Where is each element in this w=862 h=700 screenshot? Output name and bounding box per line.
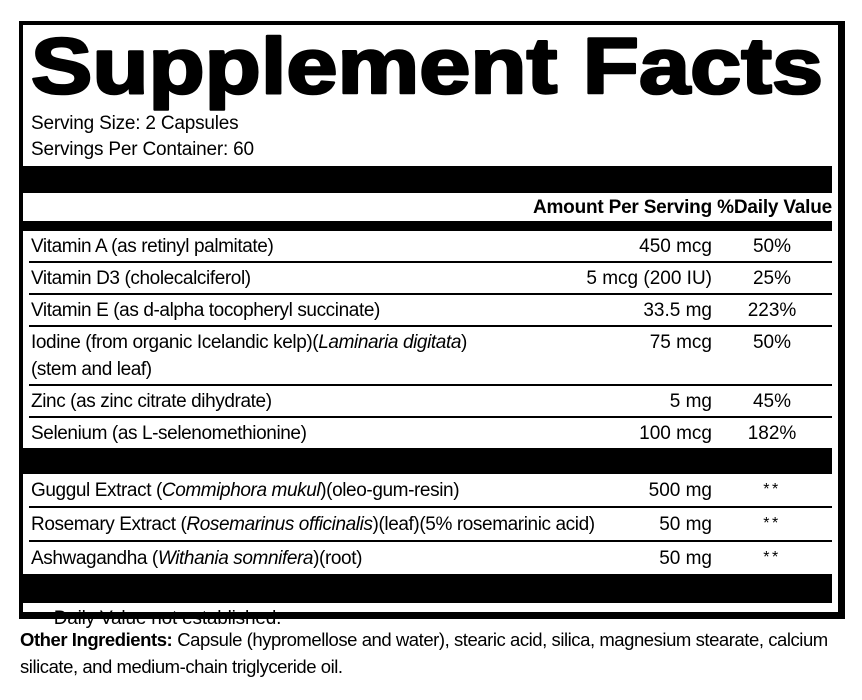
nutrient-name [29,420,639,447]
nutrient-name [29,233,639,260]
nutrient-daily-value-asterisks: ** [763,515,781,532]
table-row-selenium [29,418,832,448]
nutrient-name-text: Ashwagandha ( [31,548,158,569]
table-header [29,193,832,221]
nutrient-latin-name: Laminaria digitata [318,332,462,353]
other-ingredients [20,626,846,680]
panel-title-text: Supplement Facts [31,29,823,110]
table-row-rosemary [29,508,832,542]
nutrient-name-text: Rosemary Extract ( [31,514,187,535]
nutrient-amount: 100 mcg [639,423,712,444]
nutrient-daily-value: 45% [752,391,792,412]
nutrient-amount: 33.5 mg [643,300,712,321]
nutrient-name [29,388,670,415]
divider-bar-top [23,166,832,193]
nutrient-name-text: Zinc (as zinc citrate dihydrate) [31,391,272,412]
footnote-asterisks: ** [31,610,47,627]
supplement-facts-panel [19,21,845,629]
divider-bar-bottom [23,574,832,603]
nutrient-name [29,265,586,292]
header-daily-value: %Daily Value [717,197,832,218]
nutrient-name [29,511,659,538]
nutrient-name-text: Vitamin A (as retinyl palmitate) [31,236,274,257]
nutrient-name-text: )(oleo-gum-resin) [320,480,460,501]
nutrient-name-text: ) [461,332,467,353]
divider-bar-middle [23,448,832,474]
nutrient-daily-value: 182% [747,423,797,444]
other-ingredients-text: Capsule (hypromellose and water), stearic acid, silica, magnesium stearate, calcium silicate, and medium-chain triglyceride oil. [20,629,828,677]
nutrient-name-text: )(leaf)(5% rosemarinic acid) [372,514,595,535]
nutrient-daily-value: 50% [752,332,792,353]
nutrient-name [29,477,649,504]
nutrient-amount: 50 mg [659,514,712,535]
table-row-vitamin-d3 [29,263,832,295]
nutrient-amount: 450 mcg [639,236,712,257]
panel-title [29,29,827,111]
nutrient-daily-value: 223% [747,300,797,321]
table-row-zinc [29,386,832,418]
nutrient-amount: 500 mg [648,480,712,501]
nutrient-name-line1 [31,329,650,356]
table-row-ashwagandha [29,542,832,574]
header-amount-per-serving: Amount Per Serving [532,197,712,218]
footnote-text: Daily Value not established. [53,608,282,629]
nutrient-name-text: Vitamin E (as d-alpha tocopheryl succinate) [31,300,380,321]
nutrient-amount: 50 mg [659,548,712,569]
nutrient-name-text: )(root) [313,548,363,569]
nutrient-name-text: Iodine (from organic Icelandic kelp)( [31,332,319,353]
nutrient-amount: 75 mcg [649,332,712,353]
table-row-iodine [29,327,832,386]
nutrient-daily-value: 25% [752,268,792,289]
nutrient-daily-value-asterisks: ** [763,549,781,566]
nutrient-name [29,545,659,572]
nutrient-amount: 5 mcg (200 IU) [586,268,712,289]
divider-bar-header [23,221,832,231]
nutrient-latin-name: Rosemarinus officinalis [186,514,373,535]
nutrient-name-line2: (stem and leaf) [31,359,152,380]
nutrient-name-text: Vitamin D3 (cholecalciferol) [31,268,251,289]
table-row-vitamin-a [29,231,832,263]
nutrient-name-text: Guggul Extract ( [31,480,162,501]
table-row-vitamin-e [29,295,832,327]
servings-per-container: Servings Per Container: 60 [31,139,254,160]
nutrient-daily-value: 50% [752,236,792,257]
nutrient-amount: 5 mg [669,391,712,412]
nutrient-latin-name: Withania somnifera [157,548,314,569]
table-row-guggul [29,474,832,508]
other-ingredients-label: Other Ingredients: [20,629,173,650]
serving-size: Serving Size: 2 Capsules [31,113,239,134]
nutrient-daily-value-asterisks: ** [763,481,781,498]
nutrient-name-text: Selenium (as L-selenomethionine) [31,423,307,444]
nutrient-latin-name: Commiphora mukul [161,480,321,501]
nutrient-name [29,297,643,324]
nutrient-name [29,329,650,383]
